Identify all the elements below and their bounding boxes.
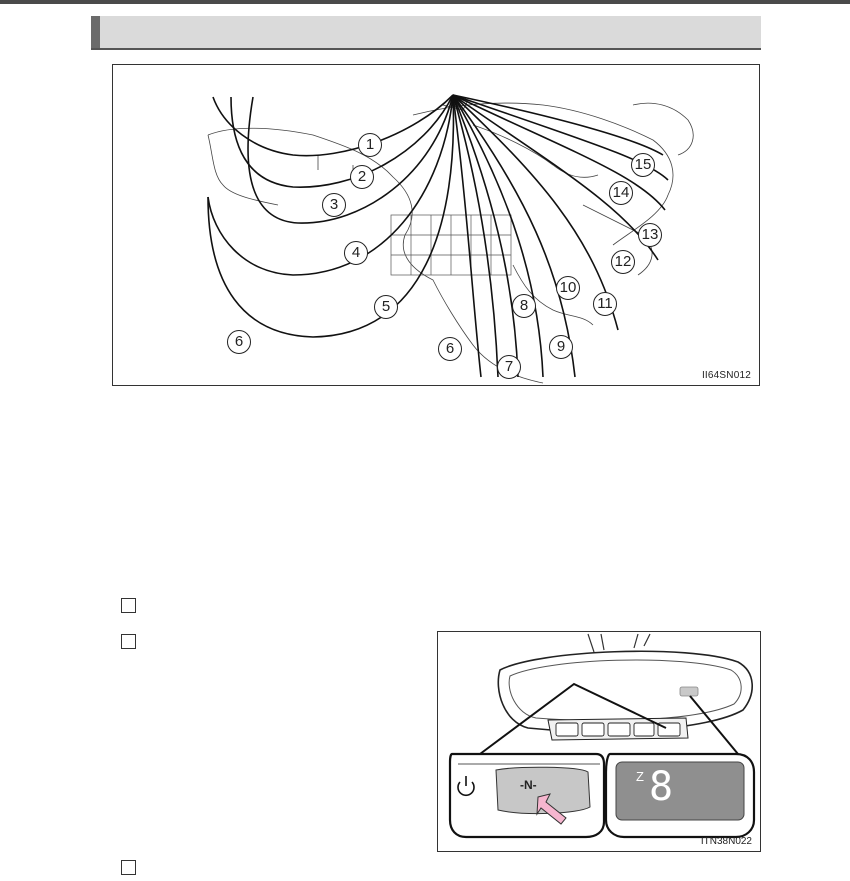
zone-label-12: 12 [611, 250, 635, 274]
zone-label-6-east: 6 [438, 337, 462, 361]
step-marker-1 [121, 598, 136, 613]
section-header-accent [91, 16, 100, 48]
display-digit: 8 [649, 764, 674, 810]
top-rule [0, 0, 850, 4]
zone-label-2: 2 [350, 165, 374, 189]
step-marker-2 [121, 634, 136, 649]
zone-label-13: 13 [638, 223, 662, 247]
map-figure-code: II64SN012 [701, 370, 751, 381]
zone-label-14: 14 [609, 181, 633, 205]
zone-label-11: 11 [593, 292, 617, 316]
step-marker-3 [121, 860, 136, 875]
display-superscript: Z [636, 769, 644, 784]
compass-zone-map [112, 64, 760, 386]
zone-label-9: 9 [549, 335, 573, 359]
zone-label-4: 4 [344, 241, 368, 265]
compass-button-label[interactable]: -N- [520, 778, 537, 792]
zone-map-drawing [113, 65, 761, 387]
zone-label-1: 1 [358, 133, 382, 157]
zone-label-5: 5 [374, 295, 398, 319]
zone-label-15: 15 [631, 153, 655, 177]
mirror-figure-code: ITN38N022 [700, 836, 752, 847]
section-header-bar [91, 16, 761, 50]
zone-label-10: 10 [556, 276, 580, 300]
zone-label-8: 8 [512, 294, 536, 318]
rearview-mirror-figure [437, 631, 761, 852]
zone-label-6-west: 6 [227, 330, 251, 354]
mirror-drawing [438, 632, 762, 853]
zone-label-7: 7 [497, 355, 521, 379]
zone-label-3: 3 [322, 193, 346, 217]
